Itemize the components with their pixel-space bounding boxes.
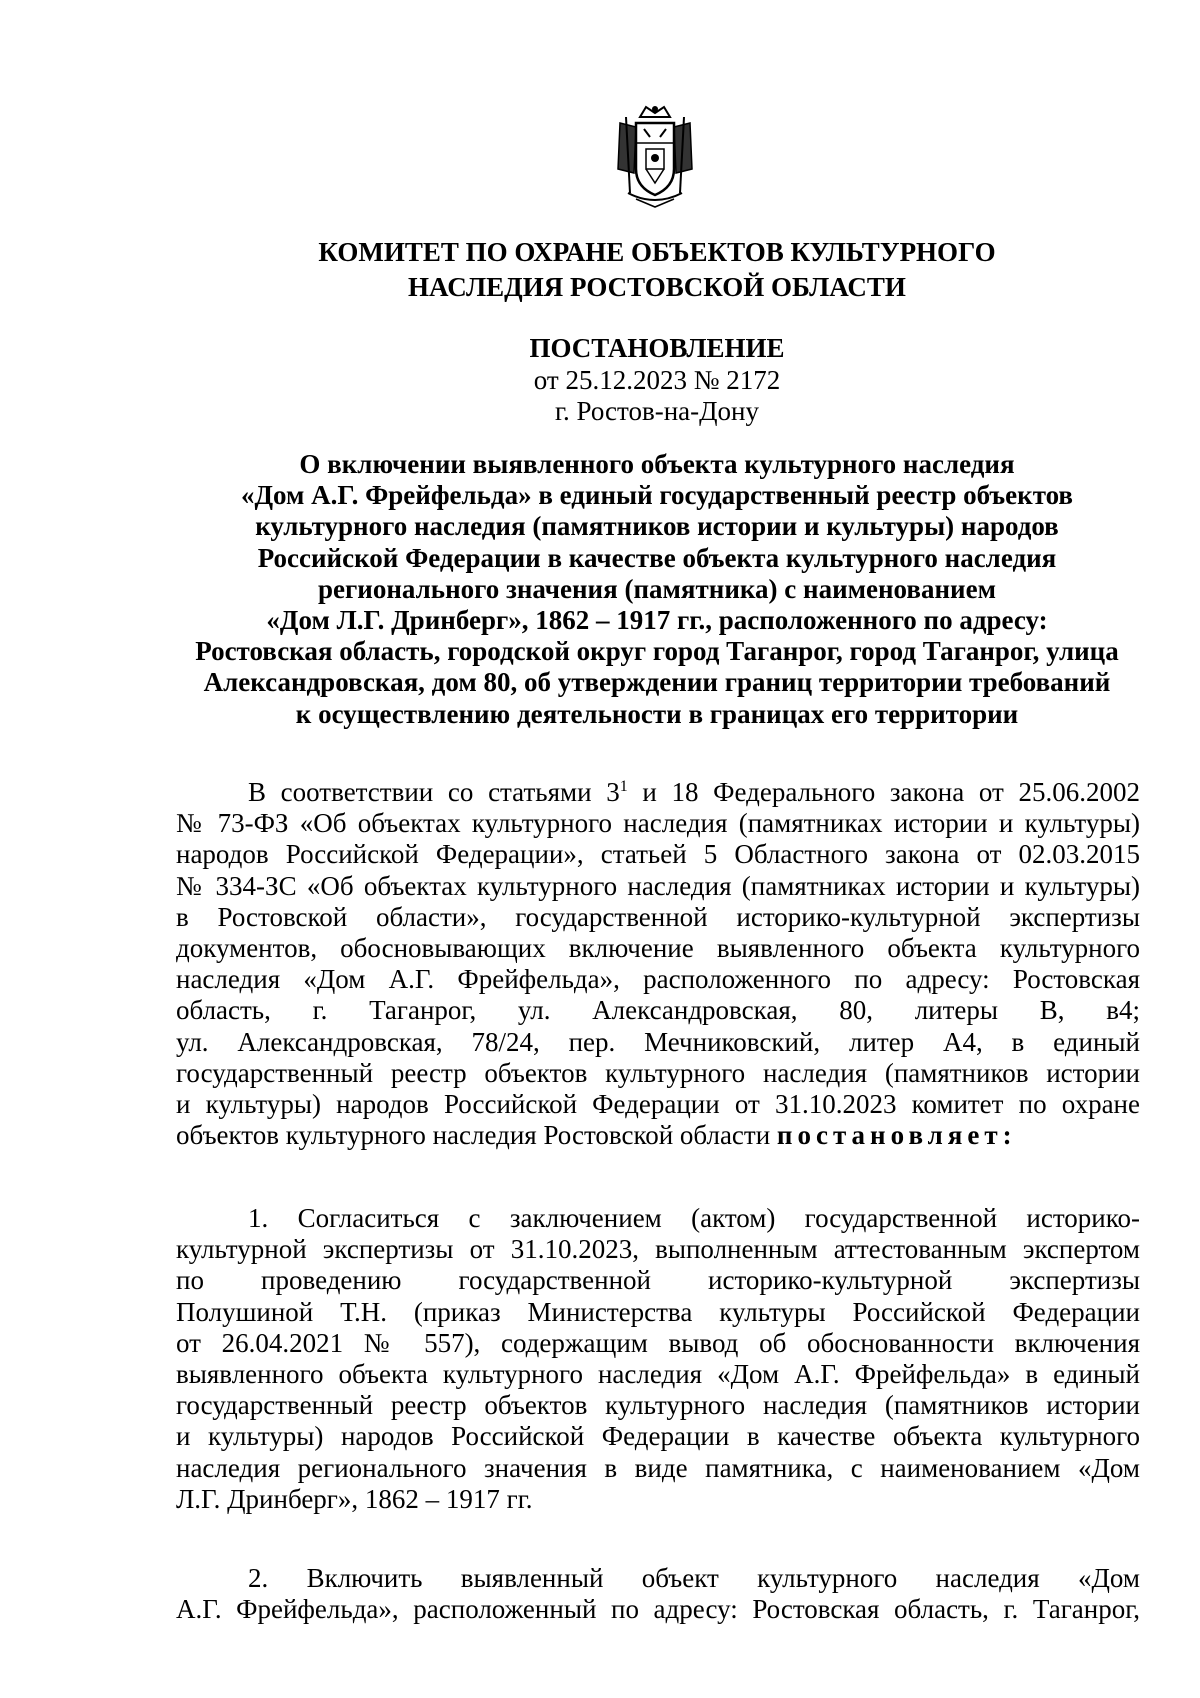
- subject-line: культурного наследия (памятников истории и культуры) народов: [255, 511, 1059, 542]
- paragraph-line: 2. Включить выявленный объект культурного наследия «Дом: [248, 1563, 1140, 1593]
- subject-line: Александровская, дом 80, об утверждении границ территории требований: [203, 667, 1111, 698]
- paragraph-line: и культуры) народов Российской Федерации от 31.10.2023 комитет по охране: [176, 1089, 1140, 1120]
- paragraph-line: наследия регионального значения в виде памятника, с наименованием «Дом: [176, 1452, 1140, 1483]
- paragraph-line: № 334-ЗС «Об объектах культурного наследия (памятниках истории и культуры): [176, 870, 1140, 901]
- date-number: от 25.12.2023 № 2172: [533, 365, 781, 395]
- preamble-text: объектов культурного наследия Ростовской области: [176, 1120, 777, 1151]
- paragraph-line: [176, 1120, 1140, 1151]
- paragraph-line: ул. Александровская, 78/24, пер. Мечниковский, литер А4, в единый: [176, 1026, 1140, 1057]
- org-line-2: НАСЛЕДИЯ РОСТОВСКОЙ ОБЛАСТИ: [408, 272, 906, 302]
- paragraph-line: государственный реестр объектов культурного наследия (памятников истории: [176, 1057, 1140, 1088]
- subject-line: Ростовская область, городской округ город Таганрог, город Таганрог, улица: [195, 636, 1119, 667]
- paragraph-line: и культуры) народов Российской Федерации в качестве объекта культурного: [176, 1421, 1140, 1452]
- preamble-text: и 18 Федерального закона от 25.06.2002: [627, 777, 1140, 807]
- paragraph-line: [176, 777, 1140, 808]
- coat-of-arms-icon: [606, 103, 704, 211]
- decree-word: постановляет:: [776, 1120, 1017, 1151]
- subject-line: к осуществлению деятельности в границах его территории: [295, 698, 1019, 729]
- place-of-issue: г. Ростов-на-Дону: [554, 396, 759, 426]
- paragraph-line: выявленного объекта культурного наследия «Дом А.Г. Фрейфельда» в единый: [176, 1359, 1140, 1390]
- paragraph-line: документов, обосновывающих включение выявленного объекта культурного: [176, 933, 1140, 964]
- organization-name: [170, 235, 1144, 305]
- paragraph-line: А.Г. Фрейфельда», расположенный по адресу: Ростовская область, г. Таганрог,: [176, 1594, 1140, 1625]
- paragraph-line: Л.Г. Дринберг», 1862 – 1917 гг.: [176, 1483, 533, 1514]
- subject-line: регионального значения (памятника) с наименованием: [318, 573, 996, 604]
- org-line-1: КОМИТЕТ ПО ОХРАНЕ ОБЪЕКТОВ КУЛЬТУРНОГО: [318, 237, 996, 267]
- paragraph-line: в Ростовской области», государственной историко-культурной экспертизы: [176, 901, 1140, 932]
- paragraph-line: народов Российской Федерации», статьей 5 Областного закона от 02.03.2015: [176, 839, 1140, 870]
- paragraph-line: по проведению государственной историко-культурной экспертизы: [176, 1265, 1140, 1296]
- subject-line: «Дом Л.Г. Дринберг», 1862 – 1917 гг., расположенного по адресу:: [266, 605, 1048, 636]
- paragraph-line: от 26.04.2021 № 557), содержащим вывод об обоснованности включения: [176, 1327, 1140, 1358]
- paragraph-line: государственный реестр объектов культурного наследия (памятников истории: [176, 1390, 1140, 1421]
- subject-line: О включении выявленного объекта культурного наследия: [299, 449, 1015, 479]
- paragraph-line: культурной экспертизы от 31.10.2023, выполненным аттестованным экспертом: [176, 1234, 1140, 1265]
- paragraph-line: Полушиной Т.Н. (приказ Министерства культуры Российской Федерации: [176, 1296, 1140, 1327]
- document-subject: [170, 449, 1144, 730]
- paragraph-line: 1. Согласиться с заключением (актом) государственной историко-: [248, 1203, 1140, 1233]
- preamble-text: В соответствии со статьями 3: [248, 777, 620, 807]
- subject-line: «Дом А.Г. Фрейфельда» в единый государственный реестр объектов: [240, 480, 1074, 511]
- subject-line: Российской Федерации в качестве объекта культурного наследия: [257, 542, 1057, 573]
- paragraph-line: № 73-ФЗ «Об объектах культурного наследия (памятниках истории и культуры): [176, 808, 1140, 839]
- paragraph-line: наследия «Дом А.Г. Фрейфельда», расположенного по адресу: Ростовская: [176, 964, 1140, 995]
- paragraph-line: область, г. Таганрог, ул. Александровская, 80, литеры В, в4;: [176, 995, 1140, 1026]
- document-type: ПОСТАНОВЛЕНИЕ: [529, 333, 785, 363]
- preamble-paragraph: [176, 777, 1140, 1151]
- article-superscript: 1: [619, 778, 628, 795]
- point-1-paragraph: [176, 1203, 1140, 1515]
- point-2-paragraph: [176, 1563, 1140, 1625]
